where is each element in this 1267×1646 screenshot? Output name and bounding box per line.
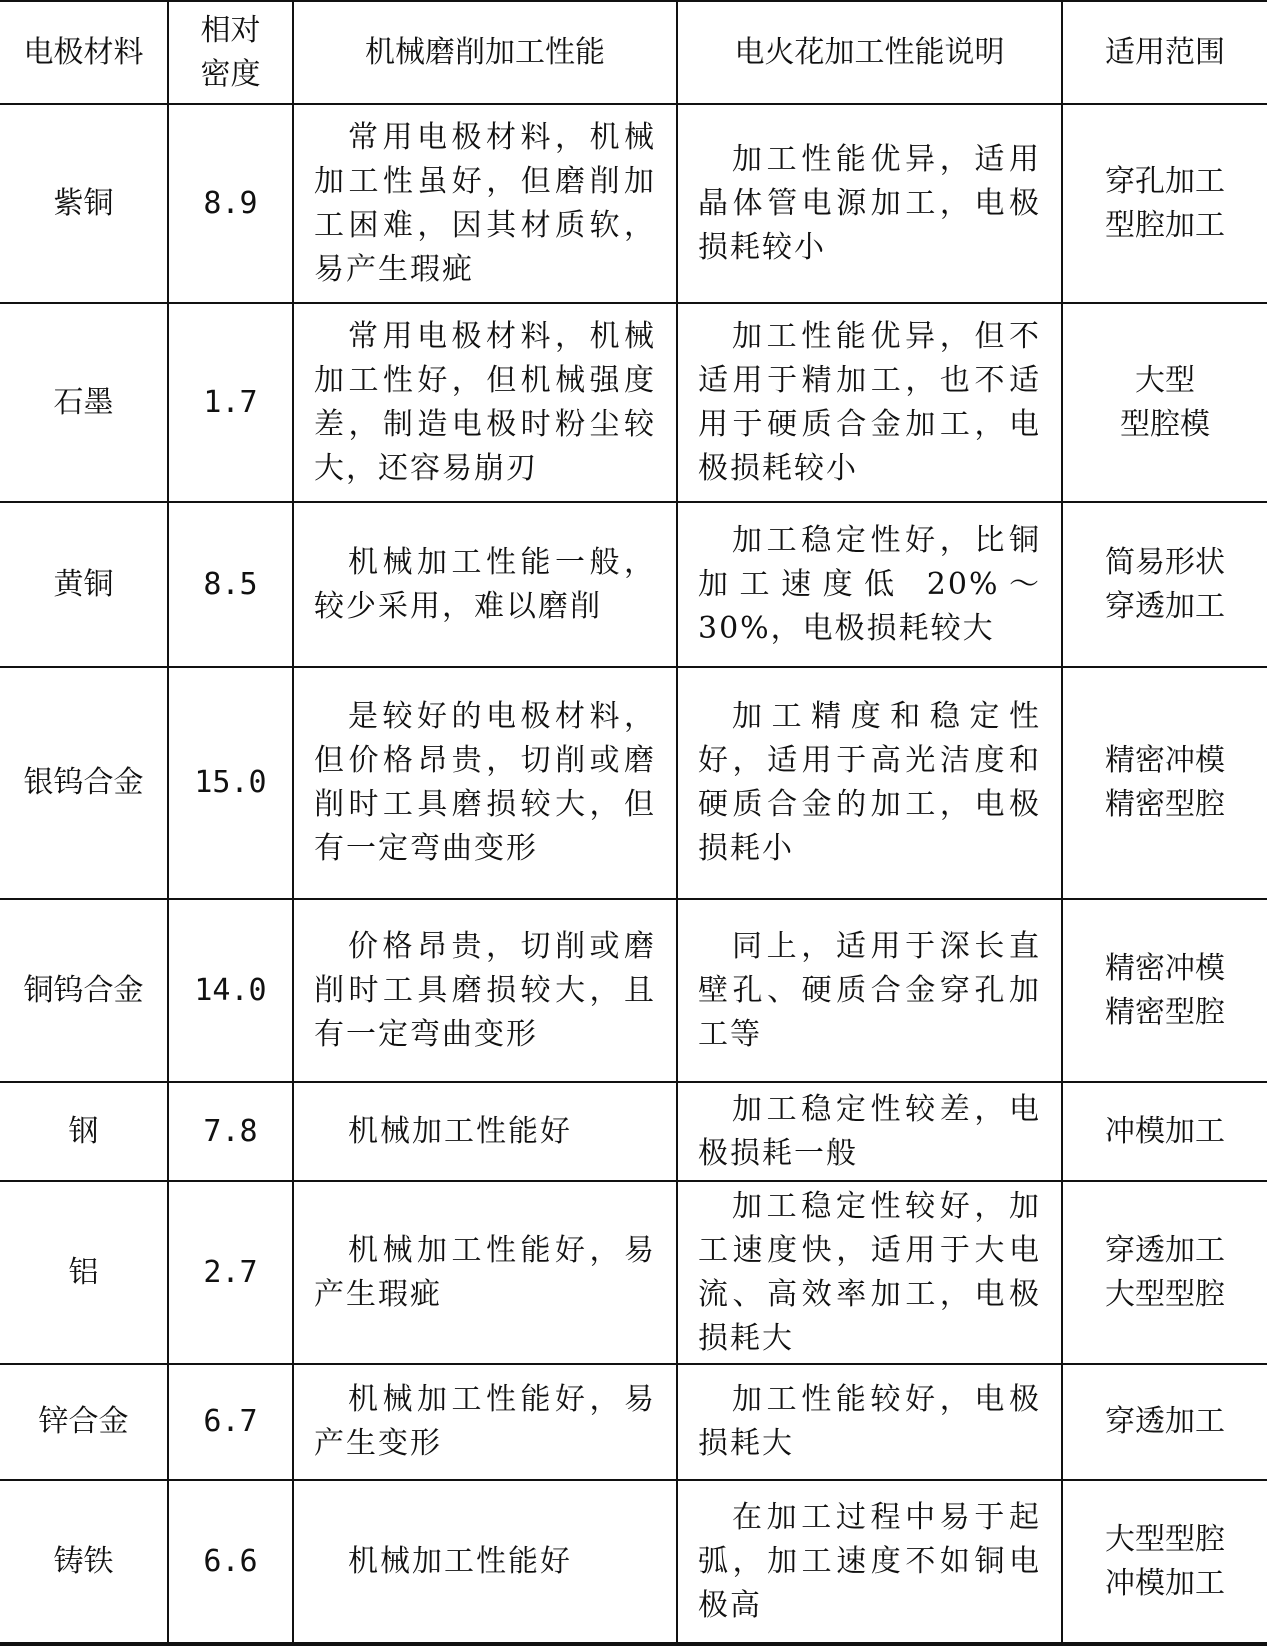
scope-cell — [1062, 1480, 1267, 1644]
density-cell: 2.7 — [168, 1181, 293, 1364]
edm-cell — [677, 899, 1062, 1082]
edm-text: 加工性能优异，适用晶体管电源加工，电极损耗较小 — [698, 141, 1041, 265]
edm-text: 加工性能较好，电极损耗大 — [698, 1382, 1041, 1461]
table-row — [0, 104, 1267, 303]
machining-cell — [293, 104, 677, 303]
machining-text: 机械加工性能好，易产生变形 — [314, 1382, 656, 1461]
header-density — [168, 1, 293, 104]
scope-cell — [1062, 104, 1267, 303]
material-cell: 银钨合金 — [0, 667, 168, 899]
material-cell: 铜钨合金 — [0, 899, 168, 1082]
header-edm: 电火花加工性能说明 — [677, 1, 1062, 104]
density-cell: 14.0 — [168, 899, 293, 1082]
material-cell: 锌合金 — [0, 1364, 168, 1480]
material-cell: 石墨 — [0, 303, 168, 502]
machining-text: 常用电极材料，机械加工性虽好，但磨削加工困难，因其材质软，易产生瑕疵 — [314, 119, 656, 287]
density-cell: 6.7 — [168, 1364, 293, 1480]
scope-cell — [1062, 1181, 1267, 1364]
table-row — [0, 667, 1267, 899]
scope-line: 穿透加工 — [1105, 1404, 1225, 1439]
header-material: 电极材料 — [0, 1, 168, 104]
scope-line: 穿孔加工 — [1105, 163, 1225, 199]
edm-text: 加工性能优异，但不适用于精加工，也不适用于硬质合金加工，电极损耗较小 — [698, 318, 1041, 486]
machining-text: 是较好的电极材料，但价格昂贵，切削或磨削时工具磨损较大，但有一定弯曲变形 — [314, 699, 656, 866]
table-row — [0, 303, 1267, 502]
scope-line: 简易形状 — [1105, 544, 1225, 580]
scope-line: 冲模加工 — [1105, 1565, 1225, 1601]
edm-text: 在加工过程中易于起弧，加工速度不如铜电极高 — [698, 1499, 1041, 1623]
edm-cell — [677, 303, 1062, 502]
edm-text: 加工稳定性好，比铜加工速度低 20%～30%，电极损耗较大 — [698, 522, 1041, 646]
edm-cell — [677, 1364, 1062, 1480]
machining-cell — [293, 899, 677, 1082]
density-cell: 7.8 — [168, 1082, 293, 1181]
table-row — [0, 502, 1267, 667]
machining-cell — [293, 667, 677, 899]
machining-text: 常用电极材料，机械加工性好，但机械强度差，制造电极时粉尘较大，还容易崩刃 — [314, 318, 656, 486]
scope-cell — [1062, 1364, 1267, 1480]
edm-cell — [677, 502, 1062, 667]
edm-cell — [677, 104, 1062, 303]
scope-cell — [1062, 899, 1267, 1082]
edm-cell — [677, 1480, 1062, 1644]
machining-cell — [293, 1364, 677, 1480]
edm-text: 加工稳定性较好，加工速度快，适用于大电流、高效率加工，电极损耗大 — [698, 1188, 1041, 1356]
edm-cell — [677, 1181, 1062, 1364]
scope-line: 型腔加工 — [1105, 207, 1225, 243]
material-cell: 黄铜 — [0, 502, 168, 667]
edm-text: 加工稳定性较差，电极损耗一般 — [698, 1091, 1041, 1171]
material-cell: 铸铁 — [0, 1480, 168, 1644]
table-row — [0, 1181, 1267, 1364]
edm-text: 同上，适用于深长直壁孔、硬质合金穿孔加工等 — [698, 928, 1041, 1052]
header-machining: 机械磨削加工性能 — [293, 1, 677, 104]
scope-cell — [1062, 502, 1267, 667]
machining-cell — [293, 502, 677, 667]
machining-cell — [293, 303, 677, 502]
machining-text: 机械加工性能一般，较少采用，难以磨削 — [314, 544, 656, 624]
machining-cell — [293, 1480, 677, 1644]
scope-line: 型腔模 — [1120, 406, 1210, 442]
scope-cell — [1062, 667, 1267, 899]
header-scope: 适用范围 — [1062, 1, 1267, 104]
machining-cell — [293, 1181, 677, 1364]
scope-cell — [1062, 1082, 1267, 1181]
table-row — [0, 899, 1267, 1082]
machining-text: 机械加工性能好，易产生瑕疵 — [314, 1232, 656, 1312]
scope-line: 穿透加工 — [1105, 588, 1225, 624]
machining-text: 价格昂贵，切削或磨削时工具磨损较大，且有一定弯曲变形 — [314, 928, 656, 1052]
scope-line: 精密型腔 — [1105, 994, 1225, 1030]
material-cell: 钢 — [0, 1082, 168, 1181]
scope-line: 精密型腔 — [1105, 787, 1225, 822]
table-row — [0, 1364, 1267, 1480]
density-cell: 8.5 — [168, 502, 293, 667]
edm-cell — [677, 667, 1062, 899]
scope-line: 大型型腔 — [1105, 1276, 1225, 1312]
scope-line: 大型 — [1135, 362, 1195, 398]
machining-text: 机械加工性能好 — [348, 1113, 572, 1149]
scope-line: 大型型腔 — [1105, 1521, 1225, 1557]
header-row — [0, 1, 1267, 104]
machining-text: 机械加工性能好 — [348, 1543, 572, 1579]
edm-text: 加工精度和稳定性好，适用于高光洁度和硬质合金的加工，电极损耗小 — [698, 699, 1041, 866]
scope-line: 精密冲模 — [1105, 743, 1225, 778]
density-cell: 6.6 — [168, 1480, 293, 1644]
table-row — [0, 1082, 1267, 1181]
density-cell: 15.0 — [168, 667, 293, 899]
header-density-line2: 密度 — [200, 56, 261, 92]
table-row — [0, 1480, 1267, 1644]
scope-line: 冲模加工 — [1105, 1113, 1225, 1149]
material-cell: 紫铜 — [0, 104, 168, 303]
density-cell: 8.9 — [168, 104, 293, 303]
scope-line: 穿透加工 — [1105, 1232, 1225, 1268]
material-cell: 铝 — [0, 1181, 168, 1364]
scope-line: 精密冲模 — [1105, 950, 1225, 986]
edm-cell — [677, 1082, 1062, 1181]
header-density-line1: 相对 — [200, 12, 261, 48]
scope-cell — [1062, 303, 1267, 502]
machining-cell — [293, 1082, 677, 1181]
density-cell: 1.7 — [168, 303, 293, 502]
